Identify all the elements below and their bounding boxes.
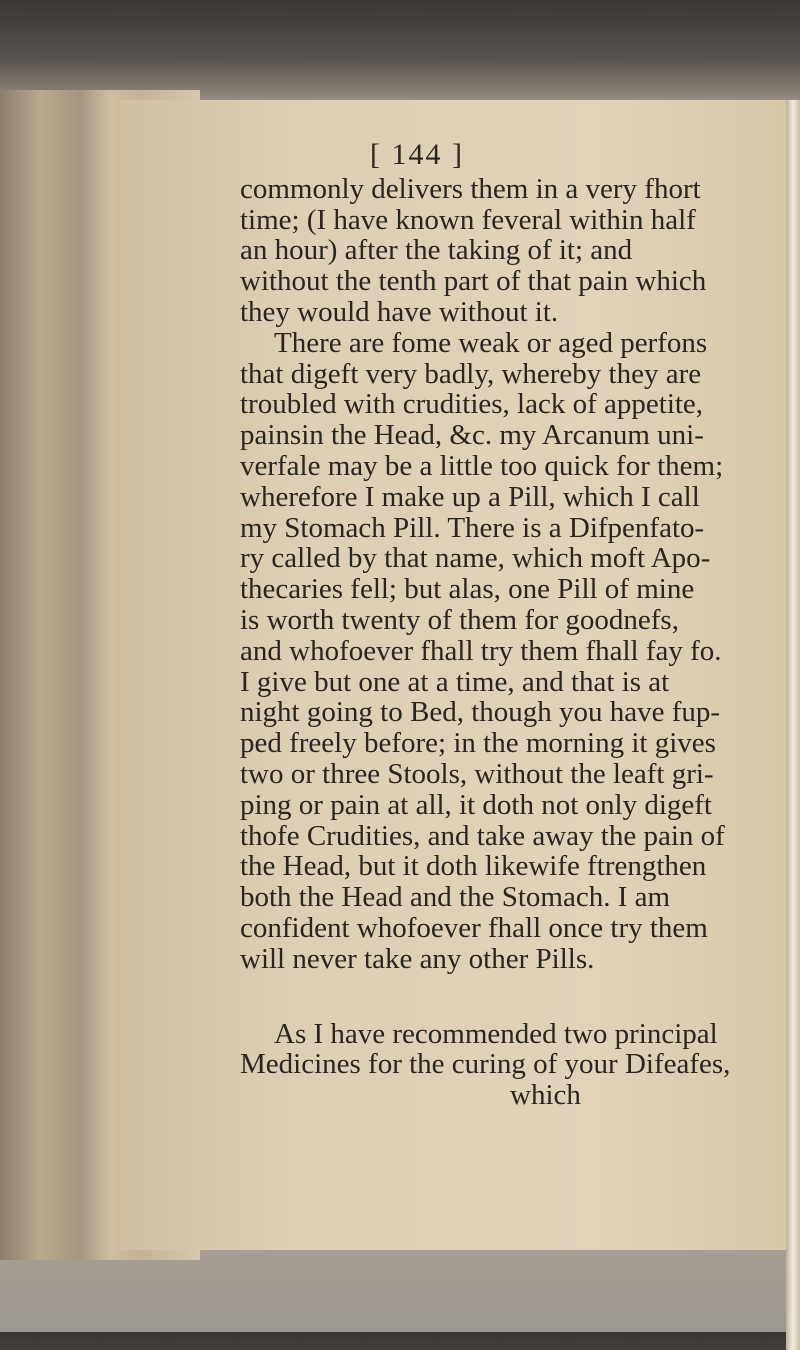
text-line: thecaries fell; but alas, one Pill of mine bbox=[240, 573, 695, 606]
text-line: As I have recommended two principal bbox=[274, 1017, 718, 1050]
text-line: both the Head and the Stomach. I am bbox=[240, 881, 671, 914]
paragraph-1 bbox=[240, 174, 800, 328]
text-line: confident whofoever fhall once try them bbox=[240, 911, 708, 944]
text-line: two or three Stools, without the leaft gri- bbox=[240, 757, 714, 790]
text-line: thofe Crudities, and take away the pain of bbox=[240, 819, 725, 852]
text-line: night going to Bed, though you have fup- bbox=[240, 696, 721, 729]
catchword: which bbox=[510, 1079, 581, 1112]
text-line: troubled with crudities, lack of appetite, bbox=[240, 388, 704, 421]
page-number: [ 144 ] bbox=[370, 138, 464, 171]
text-line: Medicines for the curing of your Difeafes, bbox=[240, 1048, 731, 1081]
text-line: There are fome weak or aged perfons bbox=[274, 326, 708, 359]
text-line: verfale may be a little too quick for them; bbox=[240, 449, 724, 482]
text-line: ry called by that name, which moft Apo- bbox=[240, 542, 711, 575]
text-line: they would have without it. bbox=[240, 295, 559, 328]
paragraph-3 bbox=[240, 1019, 800, 1111]
text-line: ping or pain at all, it doth not only digeft bbox=[240, 788, 712, 821]
page-text bbox=[240, 140, 800, 1111]
text-line: wherefore I make up a Pill, which I call bbox=[240, 480, 700, 513]
text-line: will never take any other Pills. bbox=[240, 942, 595, 975]
text-line: is worth twenty of them for goodnefs, bbox=[240, 603, 679, 636]
text-line: ped freely before; in the morning it gives bbox=[240, 727, 716, 760]
text-line: an hour) after the taking of it; and bbox=[240, 234, 633, 267]
text-line: painsin the Head, &c. my Arcanum uni- bbox=[240, 419, 704, 452]
text-line: commonly delivers them in a very fhort bbox=[240, 172, 701, 205]
text-line: and whofoever fhall try them fhall fay fo. bbox=[240, 634, 722, 667]
text-line: time; (I have known feveral within half bbox=[240, 203, 696, 236]
text-line: my Stomach Pill. There is a Difpenfato- bbox=[240, 511, 705, 544]
text-line: without the tenth part of that pain which bbox=[240, 265, 707, 298]
paragraph-2 bbox=[240, 328, 800, 975]
text-line: that digeft very badly, whereby they are bbox=[240, 357, 702, 390]
text-line: the Head, but it doth likewife ftrengthen bbox=[240, 850, 707, 883]
text-line: I give but one at a time, and that is at bbox=[240, 665, 670, 698]
